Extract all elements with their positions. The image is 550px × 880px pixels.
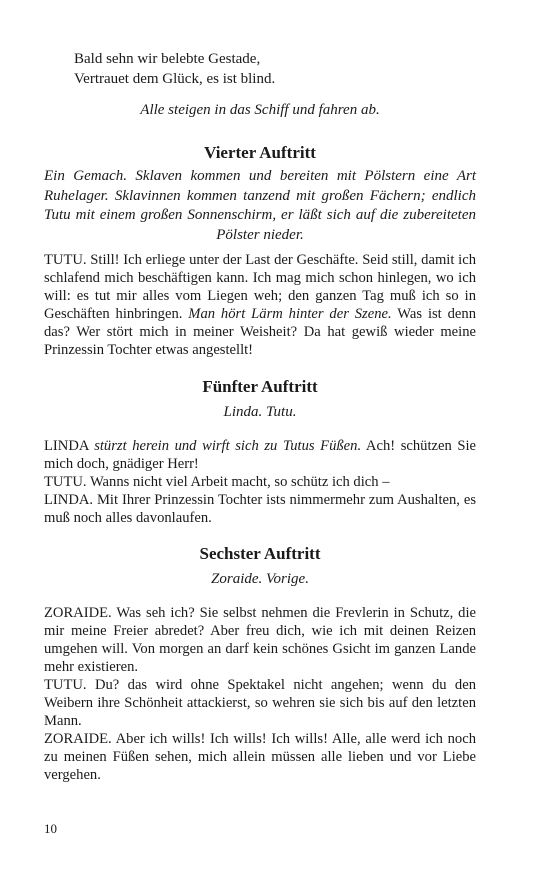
- speech-text: Was ist denn das? Wer stört mich in meiner Weisheit? Da hat gewiß wieder meine Prinzessin Tochter etwas angestellt!: [44, 306, 476, 358]
- speech-linda: [44, 437, 476, 473]
- speech-linda: LINDA. Mit Ihrer Prinzessin Tochter ists nimmermehr zum Aushalten, es muß noch alles davonlaufen.: [44, 492, 476, 526]
- scene-heading-4: Vierter Auftritt: [204, 143, 316, 162]
- verse-line: Vertrauet dem Glück, es ist blind.: [74, 71, 276, 87]
- verse-line: Bald sehn wir belebte Gestade,: [74, 51, 261, 67]
- stage-direction-exit: Alle steigen in das Schiff und fahren ab.: [140, 102, 380, 118]
- speech-block-scene-6: [44, 604, 476, 784]
- speech-tutu: TUTU. Du? das wird ohne Spektakel nicht angehen; wenn du den Weibern ihre Schönheit attackierst, so wehren sie sich bis auf den letzten Mann.: [44, 677, 476, 729]
- verse-lines: [74, 49, 275, 89]
- speech-text: Ach! schützen Sie mich doch, gnädiger Herr!: [44, 438, 477, 472]
- scene-heading-6: Sechster Auftritt: [199, 544, 321, 563]
- speech-text: TUTU. Still! Ich erliege unter der Last der Geschäfte. Seid still, damit ich schlafend mich beschäftigen kann. Ich mag mich schon hinlegen, wo ich will: es tut mir alles vom Liegen weh; den ganzen Tag muß ich so in Geschäften hinbringen.: [44, 252, 476, 322]
- speech-block-scene-4: [44, 251, 476, 359]
- inline-stage-direction: Man hört Lärm hinter der Szene.: [188, 306, 392, 322]
- page-number: 10: [44, 821, 57, 836]
- scene-heading-5: Fünfter Auftritt: [202, 377, 318, 396]
- stage-direction-scene-4: Ein Gemach. Sklaven kommen und bereiten mit Pölstern eine Art Ruhelager. Sklavinnen kommen tanzend mit großen Fächern; endlich Tutu mit einem großen Sonnenschirm, er läßt sich auf die zubereiteten Pölster nieder.: [44, 168, 476, 243]
- speech-tutu: [44, 251, 476, 359]
- speech-zoraide: ZORAIDE. Aber ich wills! Ich wills! Ich wills! Alle, alle werd ich noch zu meinen Füßen sehen, mich allein müssen alle lieben und vor Liebe vergehen.: [44, 731, 476, 783]
- speech-zoraide: ZORAIDE. Was seh ich? Sie selbst nehmen die Frevlerin in Schutz, die mir meine Freier abredet? Aber freu dich, wie ich mit deinen Reizen umgehen will. Von morgen an darf kein schönes Gsicht im ganzen Lande mehr existieren.: [44, 605, 476, 675]
- speech-block-scene-5: [44, 437, 476, 527]
- inline-stage-direction: stürzt herein und wirft sich zu Tutus Füßen.: [94, 438, 362, 454]
- characters-scene-5: Linda. Tutu.: [223, 404, 297, 420]
- characters-scene-6: Zoraide. Vorige.: [211, 571, 309, 587]
- speaker-name: LINDA: [44, 438, 89, 454]
- speech-tutu: TUTU. Wanns nicht viel Arbeit macht, so schütz ich dich –: [44, 474, 390, 490]
